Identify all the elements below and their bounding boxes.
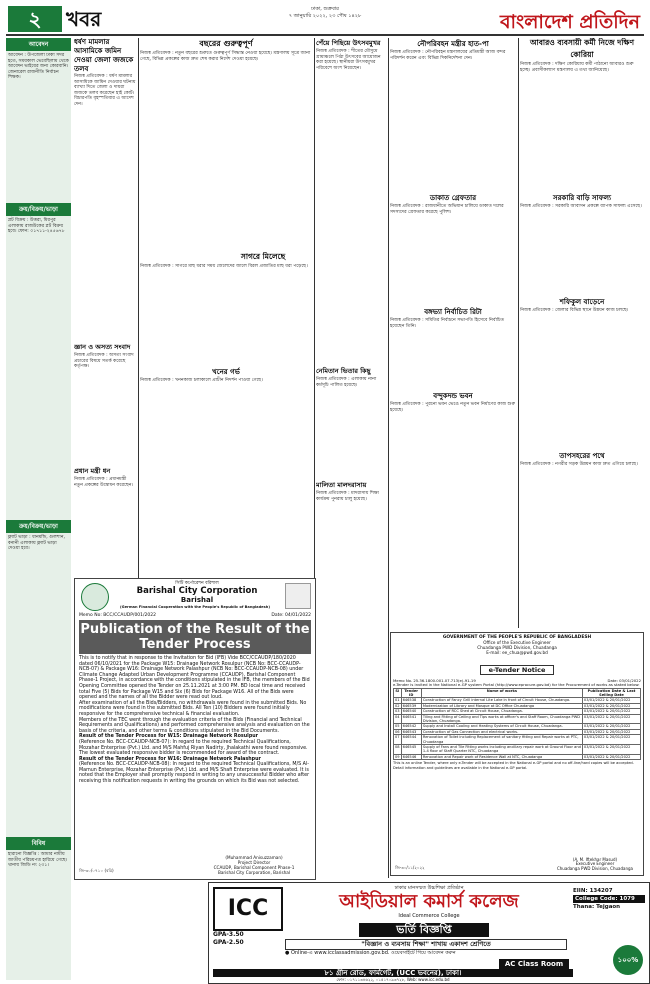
tender-office: Office of the Executive Engineer bbox=[483, 640, 551, 645]
notice-ref: জি-৩০/০৭১০ (বরি) bbox=[79, 868, 114, 873]
table-cell: 03/01/2022 & 20/01/2022 bbox=[582, 754, 640, 759]
e-tender-notice bbox=[390, 632, 644, 876]
article-headline: সাগরে মিলেছে bbox=[240, 252, 286, 261]
ad-thana: Thana: Tejgaon bbox=[573, 904, 621, 910]
table-cell: Tiling and Fitting of Ceiling and Tips works at officer's and Staff Room, Chuadanga PWD Division, Chuadanga. bbox=[421, 714, 582, 724]
table-cell: 03/01/2022 & 20/01/2022 bbox=[582, 714, 640, 724]
table-cell: 01 bbox=[395, 698, 400, 703]
signatory-org: CCAUDP, Barishal Component Phase-1 bbox=[213, 865, 295, 870]
table-header: Name of works bbox=[421, 688, 582, 698]
ad-tagline: ঢাকার মানসম্মত উচ্চশিক্ষা প্রতিষ্ঠান bbox=[394, 885, 464, 891]
table-row bbox=[394, 724, 641, 729]
article-headline: বছরের গুরুত্বপূর্ণ bbox=[199, 39, 253, 48]
article-body: নিজস্ব প্রতিবেদক : নতুন বছরের শুরুতে গুরুত্বপূর্ণ সিদ্ধান্ত নেওয়া হয়েছে। মন্ত্রণালয় সূত্রে জানা গেছে, বিভিন্ন প্রকল্পের কাজ দ্রুত শেষ করার নির্দেশ দেওয়া হয়েছে। bbox=[140, 51, 311, 62]
article bbox=[74, 38, 136, 338]
brand-logo[interactable]: বাংলাদেশ প্রতিদিন bbox=[499, 11, 640, 33]
classified-head: বিবিধ bbox=[6, 837, 71, 850]
table-cell: 646538 bbox=[401, 698, 421, 703]
article bbox=[520, 450, 644, 628]
article-headline: ডাকাত গ্রেফতার bbox=[429, 194, 477, 202]
ad-online[interactable]: ● Online-এ www.icclassadmission.gov.bd. ওয়েবসাইটে গিয়ে আবেদন করুন bbox=[285, 950, 456, 956]
table-cell: 03/01/2022 & 20/01/2022 bbox=[582, 745, 640, 755]
table-cell: Supply and Install Cooling and Heating Systems of Circuit House, Chuadanga. bbox=[421, 724, 582, 729]
column-rule bbox=[138, 38, 139, 578]
page-number: ২ bbox=[8, 6, 62, 32]
article bbox=[316, 366, 386, 476]
ad-ac-room-badge: AC Class Room bbox=[499, 959, 569, 969]
ad-gpa-commerce: GPA-2.50 bbox=[213, 939, 244, 946]
table-header: Publication Date & Last Selling Date bbox=[582, 688, 640, 698]
classifieds-column bbox=[6, 38, 71, 980]
table-cell: Renovation and Repair work of Residence Wall at NTC, Chuadanga bbox=[421, 754, 582, 759]
article bbox=[390, 38, 516, 188]
article-body: নিজস্ব প্রতিবেদক : সাগরে মাছ ধরার সময় জেলেদের জালে বিরল প্রজাতির মাছ ধরা পড়েছে। bbox=[140, 264, 308, 269]
notice-org-name: Barishal City Corporation bbox=[136, 586, 258, 596]
column-rule bbox=[314, 38, 315, 578]
table-cell: 02 bbox=[395, 703, 400, 708]
table-cell: 03/01/2022 & 20/01/2022 bbox=[582, 729, 640, 734]
classified-text: হারানো বিজ্ঞপ্তি : আমার নামীয় জাতীয় পরিচয়পত্র হারিয়ে গেছে। থানায় জিডি নং ২৩১। bbox=[8, 852, 68, 869]
ad-hundred-badge: ১০০% bbox=[613, 945, 643, 975]
tender-office2: Chuadanga PWD Division, Chuadanga bbox=[477, 645, 557, 650]
table-cell: 05 bbox=[395, 724, 400, 729]
article-body: নিজস্ব প্রতিবেদক : পুরনো ভবন ভেঙে নতুন ভবন নির্মাণের কাজ শুরু হয়েছে। bbox=[390, 402, 515, 413]
article-headline: জ্ঞান ও অসত্য সংবাদ bbox=[74, 343, 131, 351]
tender-table-body bbox=[394, 698, 641, 760]
signatory-name: (Muhammad Anisuzzaman) bbox=[225, 855, 283, 860]
table-row bbox=[394, 735, 641, 745]
signatory-title: Project Director bbox=[237, 860, 271, 865]
article bbox=[140, 252, 386, 362]
tender-date: Date: 03/01/2022 bbox=[607, 678, 641, 683]
notice-paragraph: Members of the TEC went through the evaluation criteria of the Bids (Financial and Technical Requirements and Qualifications) and performed comprehensive analysis and evaluation on the basis of the criteria, and other terms & conditions stipulated in the Bid Documents. bbox=[79, 717, 310, 734]
ad-slogan: "বিজ্ঞান ও ব্যবসায় শিক্ষা" শাখায় একাদশ শ্রেণিতে bbox=[285, 939, 567, 950]
table-cell: 646541 bbox=[401, 714, 421, 724]
publication-line: ঢাকা, শুক্রবার bbox=[311, 6, 339, 12]
article-headline: সরকারি বাড়ি সাফল্য bbox=[552, 194, 612, 202]
notice-paragraph: This is to notify that in response to the Invitation for Bid (IFB) Vide BCC/CCAUDP/180/2020 dated 06/10/2021 for the Package W15: Drainage Network Rosulpur (NCB No: BCC-CCAUDP-NCB-07) & Package W16: Drainage Network Palashpur (NCB No: BCC-CCAUDP-NCB-08) under Climate Change Adapted Urban Development Programme (CCAUDP), Barishal Component Phase-1 Project, in accordance with the conditions stipulated in the IFB, the members of the Bid Opening Committee opened the Tender on 25.11.2021 at 3:00 PM. BD local time and received total Five (5) Bids for Package W15 and Six (6) Bids for Package W16. All of the Bids were opened and the names of all the Bidder were read out loud. bbox=[79, 656, 310, 701]
table-cell: 03 bbox=[395, 709, 400, 714]
section-title: খবর bbox=[66, 7, 102, 31]
article bbox=[140, 366, 312, 478]
article-body: নিজস্ব প্রতিবেদক : শীতের মৌসুমে গ্রামাঞ্চলে পিঠা উৎসবের আয়োজন করা হয়েছে। স্থানীয়রা উৎসবমুখর পরিবেশে অংশ নিয়েছেন। bbox=[316, 49, 381, 71]
icc-logo: ICC bbox=[213, 887, 283, 931]
table-cell: Supply of Fans and Tile Fitting works including ancillary repair work at Ground Floor and 1-4 floor of Staff Quarter NTC, Chuadanga bbox=[422, 745, 581, 754]
article-body: নিজস্ব প্রতিবেদক : জেলার বিভিন্ন স্থানে উন্নয়ন কাজ চলছে। bbox=[520, 308, 629, 313]
article bbox=[520, 192, 644, 292]
tender-sign-title: Executive Engineer bbox=[575, 861, 615, 867]
article bbox=[520, 38, 644, 188]
article bbox=[390, 390, 516, 628]
table-cell: Renovation of Toilet including Replacement of sanitary fitting and Repair works at PTC, Chuadanga bbox=[421, 735, 582, 745]
table-cell: 646543 bbox=[401, 729, 421, 734]
notice-date: Date: 04/01/2022 bbox=[271, 613, 311, 618]
table-cell: 646539 bbox=[401, 703, 421, 708]
ad-college-code: College Code: 1079 bbox=[573, 895, 645, 903]
ad-address: ৮১ গ্রীন রোড, ফার্মগেট, (UCC ভবনের), ঢাকা। bbox=[213, 969, 573, 977]
notice-result-head: Result of the Tender Process for W16: Drainage Network Palashpur bbox=[79, 756, 261, 762]
article-body: নিজস্ব প্রতিবেদক : সমিতির নির্বাচনে সভাপতি হিসেবে নির্বাচিত হয়েছেন তিনি। bbox=[390, 318, 505, 329]
article-headline: মালিতা মালদরাসায় bbox=[316, 481, 367, 489]
article-headline: পেঁয়ে পিছিয়ে উৎসবমুখর bbox=[316, 39, 381, 47]
table-cell: 03/01/2022 & 20/01/2022 bbox=[582, 724, 640, 729]
table-row bbox=[394, 714, 641, 724]
classified-head: ক্রয়/বিক্রয়/ভাড়া bbox=[6, 203, 71, 216]
article-headline: বঙ্গভ্যা নির্বাচিত রিটা bbox=[424, 308, 482, 316]
article bbox=[74, 466, 136, 576]
table-cell: 03/01/2022 & 20/01/2022 bbox=[582, 698, 640, 703]
notice-paragraph: After examination of all the Bids/Bidders, no withdrawals were found in the submitted Bids. No modifications were found in the submitted Bids. All Ten (10) Bidders were found initially responsive for the comprehensive technical & financial evaluation. bbox=[79, 700, 307, 717]
table-row bbox=[394, 729, 641, 734]
article-body: নিজস্ব প্রতিবেদক : মাদরাসায় শিক্ষা কার্যক্রম পুনরায় চালু হয়েছে। bbox=[316, 491, 379, 502]
header-rule bbox=[6, 34, 644, 36]
table-row bbox=[394, 703, 641, 708]
article-body: নিজস্ব প্রতিবেদক : নৌপরিবহন মন্ত্রণালয়ের প্রতিমন্ত্রী আজ বন্দর পরিদর্শন করেন এবং বিভিন্ন দিকনির্দেশনা দেন। bbox=[390, 50, 506, 61]
classifieds-title: আবেদন bbox=[6, 38, 71, 51]
college-advertisement[interactable] bbox=[208, 882, 650, 984]
table-cell: 646540 bbox=[401, 709, 421, 714]
table-cell: 646544 bbox=[401, 735, 421, 745]
ad-college-name-en: Ideal Commerce College bbox=[398, 913, 460, 919]
notice-title: Publication of the Result of the Tender Process bbox=[80, 622, 310, 652]
article-body: নিজস্ব প্রতিবেদক : এলাকায় নানা কর্মসূচি পালিত হয়েছে। bbox=[316, 377, 377, 388]
article-headline: তাপসহরের পথে bbox=[559, 452, 605, 460]
table-row bbox=[394, 745, 641, 755]
ad-gpa bbox=[213, 931, 279, 947]
notice-org-line: সিটি কর্পোরেশন বরিশাল bbox=[175, 581, 219, 586]
article-body: নিজস্ব প্রতিবেদক : সরকারি আবাসন প্রকল্পে ব্যাপক সাফল্য এসেছে। bbox=[520, 204, 642, 209]
tender-memo: Memo No. 25.36.1800.001.07.713(e)-91-19 bbox=[393, 678, 476, 683]
table-row bbox=[394, 698, 641, 703]
tender-title: e-Tender Notice bbox=[480, 665, 555, 675]
ad-eiin: EIIN: 134207 bbox=[573, 888, 613, 894]
table-cell: 08 bbox=[394, 745, 402, 755]
article bbox=[74, 342, 136, 462]
notice-paragraph: (Reference No. BCC-CCAUDP-NCB-08): In regard to the required Technical Qualifications, M/S Al-Mamun Enterprise, Mozahar Enterprise (Pvt.) Ltd. and M/S Shafi Enterprise were evaluated. It is noted that the Employer shall promptly respond in writing to any unsuccessful Bidder who after receiving this notification requests in writing the grounds on which its Bid was not selected. bbox=[79, 762, 310, 785]
tender-signatory bbox=[557, 858, 633, 872]
table-cell: 03/01/2022 & 20/01/2022 bbox=[582, 703, 640, 708]
tender-email: E-mail: ee_chua@pwd.gov.bd bbox=[486, 650, 548, 655]
table-cell: Construction of Fancy Grill internal Lite Lake in front of Circuit House, Chuadanga. bbox=[421, 698, 582, 703]
kfw-logo-icon bbox=[285, 583, 311, 609]
article bbox=[390, 192, 516, 302]
tender-sign-org: Chuadanga PWD Division, Chuadanga bbox=[556, 866, 633, 872]
article-body: নিজস্ব প্রতিবেদক : নগরীর সড়ক উন্নয়ন কাজ দ্রুত এগিয়ে চলছে। bbox=[520, 462, 638, 467]
classified-text: ফ্ল্যাট ভাড়া : ধানমন্ডি, গুলশান, বনানী এলাকায় ফ্ল্যাট ভাড়া দেওয়া হবে। bbox=[8, 535, 65, 552]
table-cell: 03/01/2022 & 20/01/2022 bbox=[582, 735, 640, 745]
ad-college-name: আইডিয়াল কমার্স কলেজ bbox=[339, 891, 519, 912]
table-cell: 06 bbox=[395, 729, 400, 734]
article-headline: বন্দুকদন্ড ভবন bbox=[433, 392, 473, 400]
table-cell: 07 bbox=[394, 735, 402, 745]
article bbox=[140, 38, 312, 248]
article-headline: আবারও ব্যবসায়ী কর্মী নিজে দক্ষিণ কোরিয়া bbox=[529, 38, 634, 59]
table-cell: 646545 bbox=[401, 745, 421, 755]
ad-gpa-science: GPA-3.50 bbox=[213, 931, 244, 938]
table-cell: 09 bbox=[395, 754, 400, 759]
issue-date: ৭ জানুয়ারি ২০২২, ২৩ পৌষ ১৪২৮ bbox=[288, 13, 362, 19]
classifieds-intro: আবেদন : উপজেলা ঢাকা সদর হতে, সময়কাল ভেবেছিলাম থেকে আবেদন ভাইয়ের জন্য কোরবানি। জেনারেল রাজনীতি নির্বাচন শিক্ষক। bbox=[8, 53, 69, 81]
notice-paragraph: (Reference No. BCC-CCAUDP-NCB-07): In regard to the required Technical Qualifications, Mozahar Enterprise (Pvt.) Ltd. and M/S Mahfuj Riyan Nadirty, Jhalakathi were found responsive. The lowest evaluated responsive bidder is recommended for award of the contract. bbox=[79, 739, 308, 757]
article-headline: নৌপরিবহন মন্ত্রীর হাত-পা bbox=[417, 40, 489, 48]
tender-ref: জি-৩০/১১/২০২২ bbox=[395, 865, 425, 870]
table-cell: 04 bbox=[394, 714, 402, 724]
article-headline: খনের গর্ভ bbox=[212, 368, 240, 376]
table-header: Sl bbox=[394, 688, 402, 698]
ad-codes bbox=[573, 887, 645, 911]
notice-result-head: Result of the Tender Process for W15: Drainage Network Rosulpur bbox=[79, 734, 259, 740]
table-row bbox=[394, 754, 641, 759]
article-body: নিজস্ব প্রতিবেদক : প্রধানমন্ত্রী নতুন প্রকল্পের উদ্বোধন করেছেন। bbox=[74, 477, 134, 488]
tender-note: This is an online Tender, where only e-Tender will be accepted in the National e-GP portal and no off-line/hard copies will be accepted. Detail information and guidelines are available in the National e-GP portal. bbox=[393, 761, 634, 770]
table-cell: 646542 bbox=[401, 724, 421, 729]
article-body: নিজস্ব প্রতিবেদক : রাজধানীতে অভিযান চালিয়ে ডাকাত দলের সদস্যদের গ্রেফতার করেছে পুলিশ। bbox=[390, 204, 504, 215]
article-body: নিজস্ব প্রতিবেদক : ধর্ষণ মামলার আসামিকে জামিন দেওয়ার ঘটনায় ব্যাখ্যা দিতে জেলা ও দায়রা জজকে তলব করেছেন হাই কোর্ট। বিচারপতি বৃহস্পতিবার এ আদেশ দেন। bbox=[74, 74, 136, 107]
table-cell: Construction of RCC Shed at Circuit House, Chuadanga. bbox=[421, 709, 582, 714]
ad-phone: ফোন: ০১৭১১৩৪৬২২, ০১৫১৭০৯৩৭২৮, Web: www.icc.edu.bd bbox=[336, 977, 450, 982]
table-cell: 646546 bbox=[401, 754, 421, 759]
column-rule bbox=[518, 38, 519, 628]
article-body: নিজস্ব প্রতিবেদক : খননকাজ চলাকালে প্রাচীন নিদর্শন পাওয়া গেছে। bbox=[140, 378, 263, 383]
article-body: নিজস্ব প্রতিবেদক : দক্ষিণ কোরিয়ায় কর্মী পাঠানো আবারও শুরু হচ্ছে। প্রবাসীকল্যাণ মন্ত্রণালয় এ তথ্য জানিয়েছে। bbox=[520, 62, 634, 73]
notice-city: Barishal bbox=[180, 596, 214, 604]
table-cell: 03/01/2022 & 20/01/2022 bbox=[582, 709, 640, 714]
notice-partner: (German Financial Cooperation with the People's Republic of Bangladesh) bbox=[120, 605, 270, 609]
article-headline: শফিকুল বাড়েনে bbox=[559, 298, 605, 306]
article-headline: নেমিতান ভিতার কিছু bbox=[316, 367, 371, 375]
signatory-city: Barishal City Corporation, Barishal bbox=[217, 870, 291, 875]
article-body: নিজস্ব প্রতিবেদক : অসত্য সংবাদ প্রচারের বিষয়ে সতর্ক করেছে কর্তৃপক্ষ। bbox=[74, 353, 134, 370]
tender-table bbox=[393, 688, 641, 761]
article bbox=[520, 296, 644, 446]
article bbox=[390, 306, 516, 386]
tender-gov: GOVERNMENT OF THE PEOPLE'S REPUBLIC OF BANGLADESH bbox=[442, 635, 592, 640]
ad-headline: ভর্তি বিজ্ঞপ্তি bbox=[359, 923, 489, 937]
article bbox=[316, 480, 386, 628]
column-rule bbox=[388, 38, 389, 878]
table-cell: Construction of Gas Connection and electrical works. bbox=[421, 729, 582, 734]
classified-text: প্লট বিক্রয় : উত্তরা, মিরপুর এলাকায় রাজউকের প্লট বিক্রয় হবে। ফোন: ০১৭১১-২৪৫৬৭৮ bbox=[8, 218, 65, 235]
classified-head: ক্রয়/বিক্রয়/ভাড়া bbox=[6, 520, 71, 533]
table-row bbox=[394, 709, 641, 714]
article-headline: প্রধান মন্ত্রী ধন bbox=[74, 467, 111, 475]
table-cell: Modernization of Library and Mosque at DC Office Chuadanga bbox=[421, 703, 582, 708]
tender-intro: e-Tender is invited in the National e-GP system Portal (http://www.eprocure.gov.bd) for the Procurement of works as stated below: bbox=[393, 682, 640, 687]
notice-memo: Memo No: BCC/CCAUDP/001/2022 bbox=[79, 613, 157, 618]
tender-sign-name: (A. M. Iftekhar Masud) bbox=[572, 856, 618, 862]
table-header: Tender ID bbox=[401, 688, 421, 698]
barishal-tender-notice bbox=[74, 578, 316, 880]
article-headline: ধর্ষণ মামলার আসামিকে জমিন দেওয়া জেলা জজকে তলব bbox=[74, 38, 134, 73]
notice-signatory bbox=[199, 855, 309, 875]
